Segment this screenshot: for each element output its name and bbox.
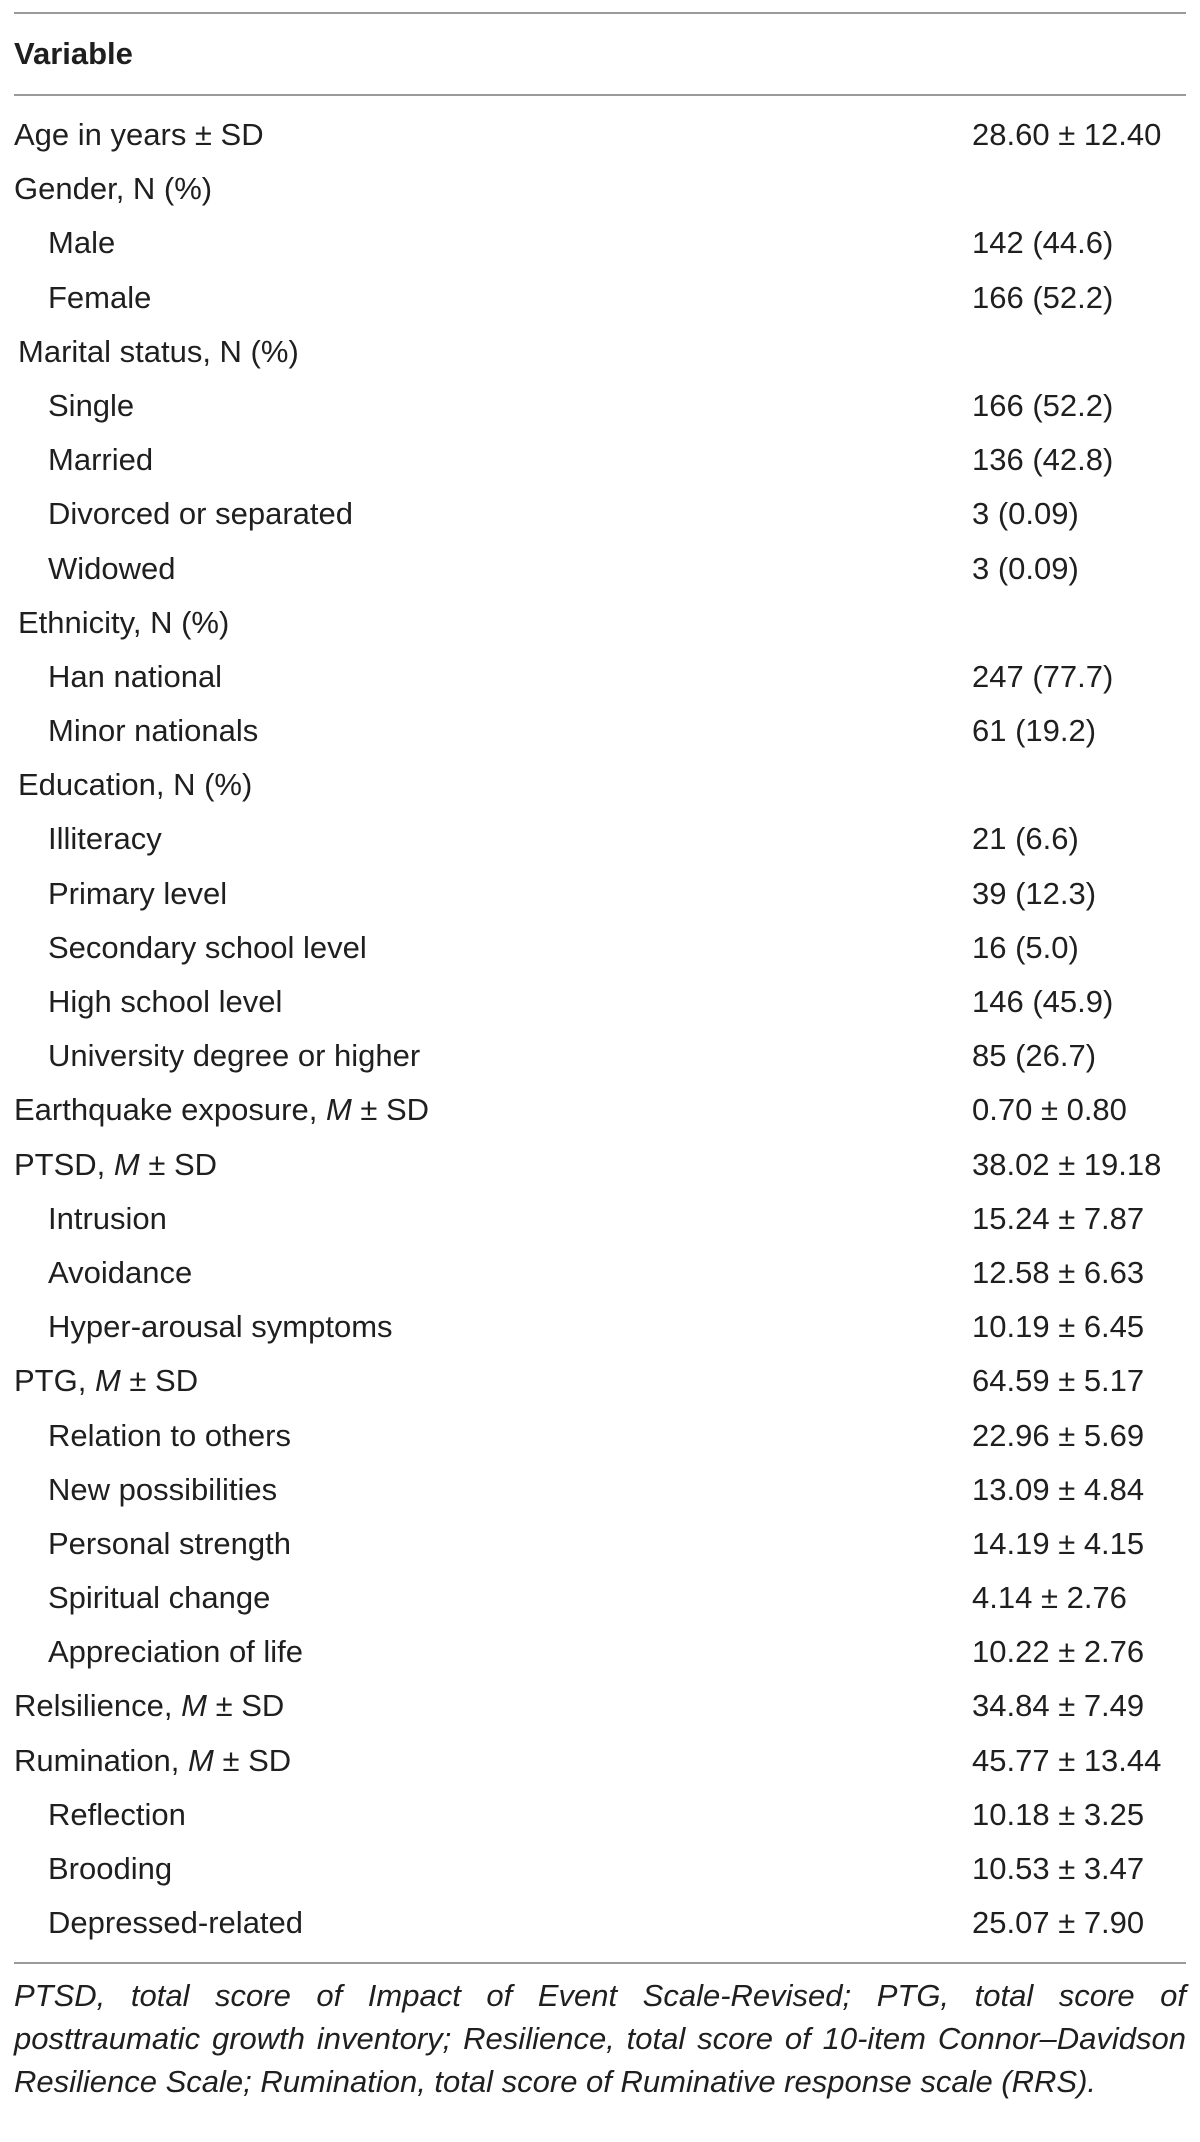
row-value: 34.84 ± 7.49 (972, 1688, 1145, 1724)
row-label: Relation to others (48, 1417, 291, 1453)
row-label: Divorced or separated (48, 496, 353, 532)
row-value: 3 (0.09) (972, 550, 1079, 586)
table-row (14, 1734, 1186, 1788)
bottom-rule (14, 1962, 1186, 1964)
row-label (14, 1679, 284, 1733)
row-value: 10.22 ± 2.76 (972, 1634, 1145, 1670)
row-label: Intrusion (48, 1200, 167, 1236)
table-row (14, 162, 1186, 216)
row-label-text: PTG, (14, 1363, 95, 1399)
row-label (14, 1083, 429, 1137)
table-row (14, 1571, 1186, 1625)
row-label: Spiritual change (48, 1580, 271, 1616)
row-value: 25.07 ± 7.90 (972, 1905, 1145, 1941)
table-row (14, 379, 1186, 433)
row-label-text: PTSD, (14, 1146, 114, 1182)
table-row (14, 325, 1186, 379)
table-row (14, 1842, 1186, 1896)
row-label-suffix: ± SD (139, 1146, 218, 1182)
row-value: 28.60 ± 12.40 (972, 117, 1162, 152)
table-row (14, 650, 1186, 704)
table-row (14, 542, 1186, 596)
table-row (14, 1788, 1186, 1842)
table-row (14, 271, 1186, 325)
row-value: 146 (45.9) (972, 984, 1114, 1019)
row-label: Married (48, 442, 154, 478)
table-row (14, 704, 1186, 758)
row-label: Reflection (48, 1796, 186, 1832)
row-label-italic: M (181, 1688, 207, 1724)
row-label: Illiteracy (48, 821, 162, 857)
row-label-text: Rumination, (14, 1742, 189, 1778)
row-label (14, 1138, 217, 1192)
row-value: 10.19 ± 6.45 (972, 1309, 1145, 1345)
row-value: 22.96 ± 5.69 (972, 1417, 1145, 1453)
table-row (14, 1246, 1186, 1300)
table-row (14, 1625, 1186, 1679)
table-row (14, 108, 1186, 162)
row-label-suffix: ± SD (120, 1363, 199, 1399)
row-label (14, 1734, 291, 1788)
row-value: 142 (44.6) (972, 225, 1114, 261)
row-label: Marital status, N (%) (18, 333, 299, 369)
row-label: Appreciation of life (48, 1634, 304, 1670)
row-value: 166 (52.2) (972, 279, 1114, 315)
row-label (14, 1354, 198, 1408)
table-row (14, 812, 1186, 866)
row-label-text: Earthquake exposure, (14, 1092, 326, 1128)
table-row (14, 1192, 1186, 1246)
row-label-suffix: ± SD (206, 1688, 285, 1724)
row-label: Age in years ± SD (14, 117, 264, 152)
table-row (14, 758, 1186, 812)
table-row (14, 975, 1186, 1029)
table-row (14, 1896, 1186, 1950)
row-value: 15.24 ± 7.87 (972, 1200, 1145, 1236)
table-row (14, 1517, 1186, 1571)
table-row (14, 1138, 1186, 1192)
row-value: 13.09 ± 4.84 (972, 1471, 1145, 1507)
row-label: Depressed-related (48, 1905, 304, 1941)
row-value: 21 (6.6) (972, 821, 1079, 857)
row-value: 64.59 ± 5.17 (972, 1363, 1145, 1399)
row-label: University degree or higher (48, 1038, 421, 1074)
table-row (14, 1083, 1186, 1137)
table-row (14, 596, 1186, 650)
row-value: 3 (0.09) (972, 496, 1079, 532)
table-row (14, 216, 1186, 270)
row-value: 39 (12.3) (972, 875, 1097, 911)
table-row (14, 1300, 1186, 1354)
table-row (14, 1463, 1186, 1517)
row-value: 14.19 ± 4.15 (972, 1525, 1145, 1561)
row-value: 166 (52.2) (972, 387, 1114, 423)
row-label-italic: M (188, 1742, 214, 1778)
row-value: 38.02 ± 19.18 (972, 1146, 1162, 1182)
table-row (14, 921, 1186, 975)
row-label: Widowed (48, 550, 176, 586)
row-label: New possibilities (48, 1471, 278, 1507)
row-label: Female (48, 279, 152, 315)
row-value: 247 (77.7) (972, 658, 1114, 694)
table-footnote: PTSD, total score of Impact of Event Scale-Revised; PTG, total score of posttraumatic growth inventory; Resilience, total score of 10-item Connor–Davidson Resilience Scale; Rumination, total score of Ruminative response scale (RRS). (14, 1978, 1186, 2100)
row-label: Male (48, 225, 116, 261)
column-header-variable: Variable (14, 36, 133, 71)
row-label-italic: M (325, 1092, 352, 1128)
table-row (14, 1409, 1186, 1463)
row-label: Personal strength (48, 1525, 291, 1561)
row-label: Han national (48, 658, 223, 694)
row-value: 10.18 ± 3.25 (972, 1796, 1145, 1832)
table-row (14, 433, 1186, 487)
row-label-suffix: ± SD (213, 1742, 292, 1778)
row-label: Avoidance (48, 1254, 193, 1290)
row-label-suffix: ± SD (351, 1092, 430, 1128)
row-value: 136 (42.8) (972, 442, 1114, 478)
table-header-row (14, 14, 1186, 94)
row-value: 12.58 ± 6.63 (972, 1254, 1145, 1290)
row-value: 61 (19.2) (972, 713, 1097, 749)
row-label: Brooding (48, 1851, 173, 1886)
row-label: High school level (48, 984, 283, 1019)
row-label-italic: M (94, 1363, 121, 1399)
table-row (14, 1679, 1186, 1733)
table-body (14, 96, 1186, 1962)
row-value: 45.77 ± 13.44 (972, 1742, 1162, 1778)
row-label: Primary level (48, 875, 228, 911)
row-label: Hyper-arousal symptoms (48, 1309, 393, 1345)
row-label-text: Relsilience, (14, 1688, 182, 1724)
row-label: Ethnicity, N (%) (18, 604, 230, 640)
demographics-table (14, 12, 1186, 2103)
row-label: Gender, N (%) (14, 171, 213, 207)
row-label: Single (48, 387, 135, 423)
table-row (14, 867, 1186, 921)
row-label: Minor nationals (48, 713, 259, 749)
row-value: 10.53 ± 3.47 (972, 1851, 1145, 1886)
table-row (14, 1029, 1186, 1083)
table-row (14, 1354, 1186, 1408)
row-label: Secondary school level (48, 929, 367, 965)
row-label: Education, N (%) (18, 767, 253, 803)
row-value: 4.14 ± 2.76 (972, 1580, 1127, 1616)
row-value: 0.70 ± 0.80 (972, 1092, 1127, 1128)
table-row (14, 487, 1186, 541)
row-value: 16 (5.0) (972, 929, 1079, 965)
row-label-italic: M (113, 1146, 140, 1182)
row-value: 85 (26.7) (972, 1038, 1097, 1074)
